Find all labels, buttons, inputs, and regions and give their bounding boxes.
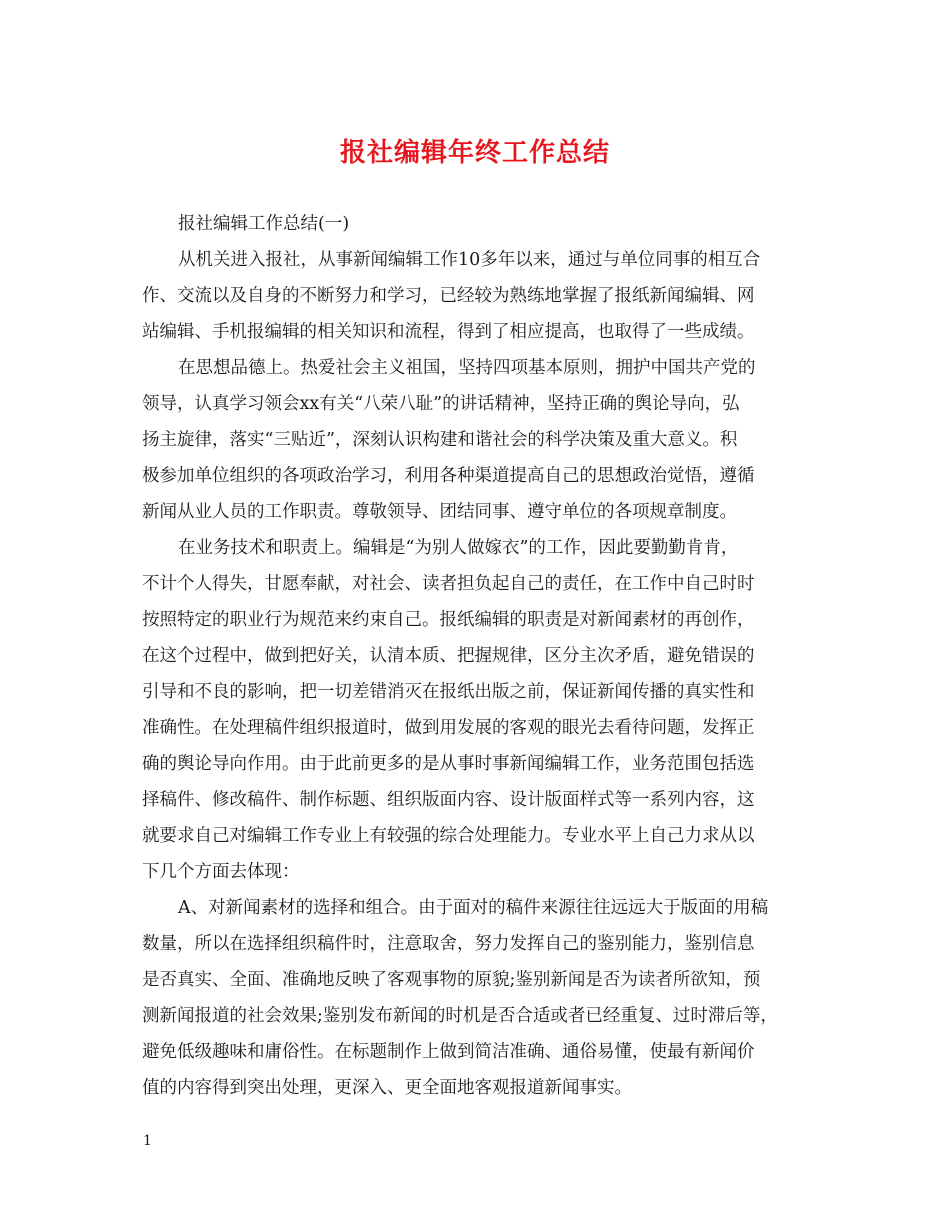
paragraph-line: 作、交流以及自身的不断努力和学习，已经较为熟练地掌握了报纸新闻编辑、网 (142, 286, 755, 306)
paragraph-line: 在业务技术和职责上。编辑是“为别人做嫁衣”的工作，因此要勤勤肯肯， (178, 538, 739, 558)
section-heading: 报社编辑工作总结(一) (178, 214, 350, 234)
paragraph-line: 不计个人得失，甘愿奉献，对社会、读者担负起自己的责任，在工作中自己时时 (142, 574, 755, 594)
paragraph-line: 择稿件、修改稿件、制作标题、组织版面内容、设计版面样式等一系列内容，这 (142, 790, 755, 810)
paragraph-line: 避免低级趣味和庸俗性。在标题制作上做到简洁准确、通俗易懂，使最有新闻价 (142, 1042, 755, 1062)
paragraph-line: 准确性。在处理稿件组织报道时，做到用发展的客观的眼光去看待问题，发挥正 (142, 718, 755, 738)
paragraph-line: 站编辑、手机报编辑的相关知识和流程，得到了相应提高，也取得了一些成绩。 (142, 322, 755, 342)
paragraph-line: 值的内容得到突出处理，更深入、更全面地客观报道新闻事实。 (142, 1078, 632, 1098)
paragraph-line: 引导和不良的影响，把一切差错消灭在报纸出版之前，保证新闻传播的真实性和 (142, 682, 755, 702)
paragraph-line: 按照特定的职业行为规范来约束自己。报纸编辑的职责是对新闻素材的再创作， (142, 610, 755, 630)
page-number: 1 (143, 1133, 152, 1149)
paragraph-line: 领导，认真学习领会xx有关“八荣八耻”的讲话精神，坚持正确的舆论导向，弘 (142, 394, 740, 414)
paragraph-line: 新闻从业人员的工作职责。尊敬领导、团结同事、遵守单位的各项规章制度。 (142, 502, 737, 522)
paragraph-line: 下几个方面去体现： (142, 862, 300, 882)
paragraph-line: 在思想品德上。热爱社会主义祖国，坚持四项基本原则，拥护中国共产党的 (178, 358, 756, 378)
paragraph-line: 数量，所以在选择组织稿件时，注意取舍，努力发挥自己的鉴别能力，鉴别信息 (142, 934, 755, 954)
paragraph-line: 扬主旋律，落实“三贴近”，深刻认识构建和谐社会的科学决策及重大意义。积 (142, 430, 738, 450)
paragraph-line: 就要求自己对编辑工作专业上有较强的综合处理能力。专业水平上自己力求从以 (142, 826, 755, 846)
paragraph-line: 确的舆论导向作用。由于此前更多的是从事时事新闻编辑工作，业务范围包括选 (142, 754, 755, 774)
paragraph-line: A、对新闻素材的选择和组合。由于面对的稿件来源往往远远大于版面的用稿 (178, 898, 769, 918)
paragraph-line: 是否真实、全面、准确地反映了客观事物的原貌;鉴别新闻是否为读者所欲知，预 (142, 970, 761, 990)
paragraph-line: 测新闻报道的社会效果;鉴别发布新闻的时机是否合适或者已经重复、过时滞后等， (142, 1006, 778, 1026)
paragraph-line: 极参加单位组织的各项政治学习，利用各种渠道提高自己的思想政治觉悟，遵循 (142, 466, 755, 486)
document-title: 报社编辑年终工作总结 (339, 138, 610, 168)
paragraph-line: 在这个过程中，做到把好关，认清本质、把握规律，区分主次矛盾，避免错误的 (142, 646, 755, 666)
paragraph-line: 从机关进入报社，从事新闻编辑工作10多年以来，通过与单位同事的相互合 (178, 250, 761, 270)
